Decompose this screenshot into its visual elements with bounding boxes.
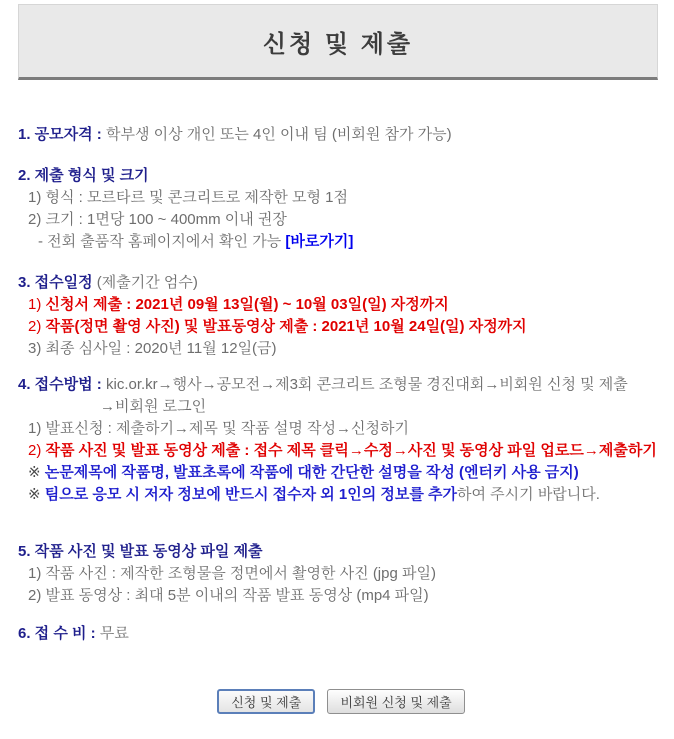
button-row [18,689,664,714]
upload-item [18,440,664,462]
section4-heading [18,374,664,396]
deadline1-text: 신청서 제출 : 2021년 09월 13일(월) ~ 10월 03일(일) 자정까지 [45,296,449,313]
video-file-item [18,585,664,607]
work-deadline-item [18,316,664,338]
size-item [18,209,664,231]
application-deadline-item [18,294,664,316]
note-team-info [18,484,664,506]
shortcut-link[interactable]: [바로가기] [285,233,354,250]
size-item-text: 2) 크기 : 1면당 100 ~ 400mm 이내 권장 [28,211,287,228]
fee-line [18,623,664,645]
content [0,80,674,714]
section3-label: 3. 접수일정 [18,274,93,291]
section-how-to-apply [18,374,664,506]
note1-marker: ※ [28,464,45,481]
section-format-size [18,165,664,253]
page-title: 신청 및 제출 [262,30,414,58]
section-file-submission [18,541,664,607]
presentation-apply-item [18,418,664,440]
note-title-abstract [18,462,664,484]
final-review-text: 3) 최종 심사일 : 2020년 11월 12일(금) [28,340,277,357]
apply-path-line1: kic.or.kr→행사→공모전→제3회 콘크리트 조형물 경진대회→비회원 신청 및 제출 [101,376,628,393]
section3-heading [18,272,664,294]
photo-file-item [18,563,664,585]
section3-note: (제출기간 엄수) [92,274,198,291]
section6-label: 6. 접 수 비 : [18,625,96,642]
previous-entries-item [18,231,664,253]
video-file-text: 2) 발표 동영상 : 최대 5분 이내의 작품 발표 동영상 (mp4 파일) [28,587,429,604]
deadline2-prefix: 2) [28,318,46,335]
deadline1-prefix: 1) [28,296,46,313]
section-schedule [18,272,664,360]
photo-file-text: 1) 작품 사진 : 제작한 조형물을 정면에서 촬영한 사진 (jpg 파일) [28,565,436,582]
upload-item-text: 작품 사진 및 발표 동영상 제출 : 접수 제목 클릭→수정→사진 및 동영상 파일 업로드→제출하기 [45,442,657,459]
guest-submit-button[interactable]: 비회원 신청 및 제출 [327,689,464,714]
format-item [18,187,664,209]
note2-gray-text: 하여 주시기 바랍니다. [457,486,600,503]
format-item-text: 1) 형식 : 모르타르 및 콘크리트로 제작한 모형 1점 [28,189,349,206]
apply-path-line2 [18,396,664,418]
note2-marker: ※ [28,486,45,503]
section2-heading [18,165,664,187]
section5-label: 5. 작품 사진 및 발표 동영상 파일 제출 [18,543,263,560]
deadline2-text: 작품(정면 촬영 사진) 및 발표동영상 제출 : 2021년 10월 24일(일) 자정까지 [45,318,527,335]
upload-item-prefix: 2) [28,442,46,459]
note1-text: 논문제목에 작품명, 발표초록에 작품에 대한 간단한 설명을 작성 (엔터키 사용 금지) [44,464,579,481]
section-fee [18,623,664,645]
section2-label: 2. 제출 형식 및 크기 [18,167,149,184]
section1-text: 학부생 이상 개인 또는 4인 이내 팀 (비회원 참가 가능) [101,126,452,143]
eligibility-line [18,124,664,146]
section1-label: 1. 공모자격 : [18,126,102,143]
previous-entries-text: - 전회 출품작 홈페이지에서 확인 가능 [38,233,286,250]
section-eligibility [18,124,664,146]
final-review-item [18,338,664,360]
presentation-apply-text: 1) 발표신청 : 제출하기→제목 및 작품 설명 작성→신청하기 [28,420,409,437]
section6-text: 무료 [95,625,129,642]
section4-label: 4. 접수방법 : [18,376,102,393]
page-title-banner [18,4,658,80]
apply-path-line2-text: →비회원 로그인 [100,398,207,415]
section5-heading [18,541,664,563]
note2-blue-text: 팀으로 응모 시 저자 정보에 반드시 접수자 외 1인의 정보를 추가 [44,486,458,503]
submit-button[interactable]: 신청 및 제출 [217,689,315,714]
